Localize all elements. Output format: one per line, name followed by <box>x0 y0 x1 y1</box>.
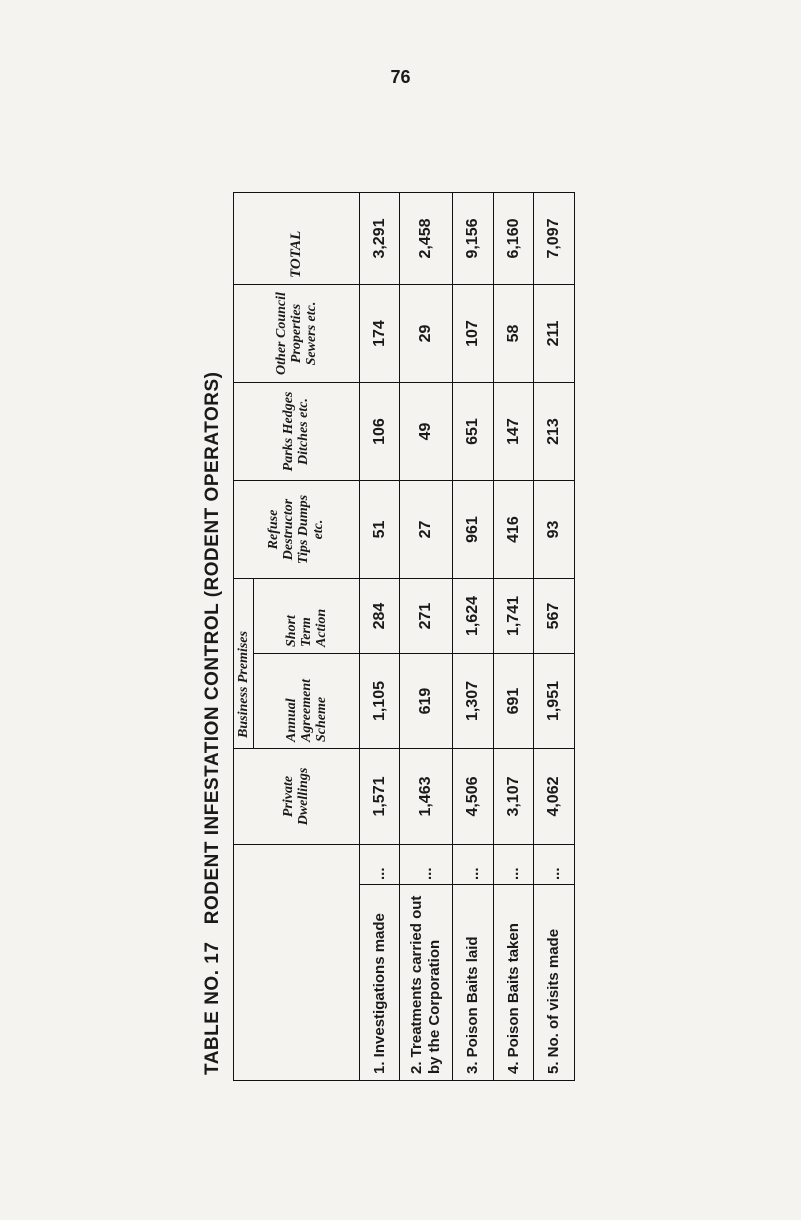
table-row <box>453 193 494 1081</box>
cell-short: 284 <box>359 579 400 654</box>
row-label: 5. No. of visits made <box>534 885 575 1081</box>
cell-short: 1,624 <box>453 579 494 654</box>
cell-total: 6,160 <box>493 193 534 285</box>
table-heading <box>193 191 233 1081</box>
cell-parks: 651 <box>453 383 494 481</box>
table-row <box>493 193 534 1081</box>
cell-other: 174 <box>359 285 400 383</box>
cell-refuse: 51 <box>359 481 400 579</box>
rotated-table-block <box>193 191 578 1081</box>
cell-private: 1,463 <box>400 749 453 845</box>
cell-other: 107 <box>453 285 494 383</box>
header-parks: Parks Hedges Ditches etc. <box>234 383 360 481</box>
cell-parks: 147 <box>493 383 534 481</box>
row-dots: ... <box>400 845 453 885</box>
cell-short: 567 <box>534 579 575 654</box>
cell-refuse: 27 <box>400 481 453 579</box>
cell-annual: 619 <box>400 654 453 749</box>
cell-parks: 106 <box>359 383 400 481</box>
cell-other: 58 <box>493 285 534 383</box>
row-dots: ... <box>493 845 534 885</box>
header-total: TOTAL <box>234 193 360 285</box>
cell-annual: 1,951 <box>534 654 575 749</box>
cell-annual: 1,105 <box>359 654 400 749</box>
cell-total: 9,156 <box>453 193 494 285</box>
cell-private: 3,107 <box>493 749 534 845</box>
header-row-group <box>234 193 254 1081</box>
cell-short: 1,741 <box>493 579 534 654</box>
cell-parks: 213 <box>534 383 575 481</box>
row-label: 4. Poison Baits taken <box>493 885 534 1081</box>
cell-refuse: 93 <box>534 481 575 579</box>
cell-refuse: 961 <box>453 481 494 579</box>
cell-annual: 1,307 <box>453 654 494 749</box>
cell-other: 211 <box>534 285 575 383</box>
cell-total: 7,097 <box>534 193 575 285</box>
table-row <box>534 193 575 1081</box>
header-short-term: Short Term Action <box>254 579 360 654</box>
cell-other: 29 <box>400 285 453 383</box>
header-private-dwellings: Private Dwellings <box>234 749 360 845</box>
header-annual-agreement: Annual Agreement Scheme <box>254 654 360 749</box>
cell-total: 3,291 <box>359 193 400 285</box>
row-dots: ... <box>453 845 494 885</box>
cell-parks: 49 <box>400 383 453 481</box>
table-row <box>400 193 453 1081</box>
blank-header-cell <box>234 845 360 1081</box>
page-number: 76 <box>390 67 411 87</box>
table-title: TABLE NO. 17 <box>202 941 223 1075</box>
row-dots: ... <box>359 845 400 885</box>
cell-refuse: 416 <box>493 481 534 579</box>
table-row <box>359 193 400 1081</box>
row-label: 3. Poison Baits laid <box>453 885 494 1081</box>
header-business-premises: Business Premises <box>234 579 254 749</box>
cell-short: 271 <box>400 579 453 654</box>
row-dots: ... <box>534 845 575 885</box>
cell-private: 4,062 <box>534 749 575 845</box>
row-label: 1. Investigations made <box>359 885 400 1081</box>
row-label: 2. Treatments carried out by the Corporation <box>400 885 453 1081</box>
cell-annual: 691 <box>493 654 534 749</box>
cell-private: 1,571 <box>359 749 400 845</box>
header-refuse: Refuse Destructor Tips Dumps etc. <box>234 481 360 579</box>
rodent-control-table <box>233 192 575 1081</box>
table-subtitle: RODENT INFESTATION CONTROL (RODENT OPERATORS) <box>202 371 223 925</box>
cell-total: 2,458 <box>400 193 453 285</box>
header-other-council: Other Council Properties Sewers etc. <box>234 285 360 383</box>
cell-private: 4,506 <box>453 749 494 845</box>
